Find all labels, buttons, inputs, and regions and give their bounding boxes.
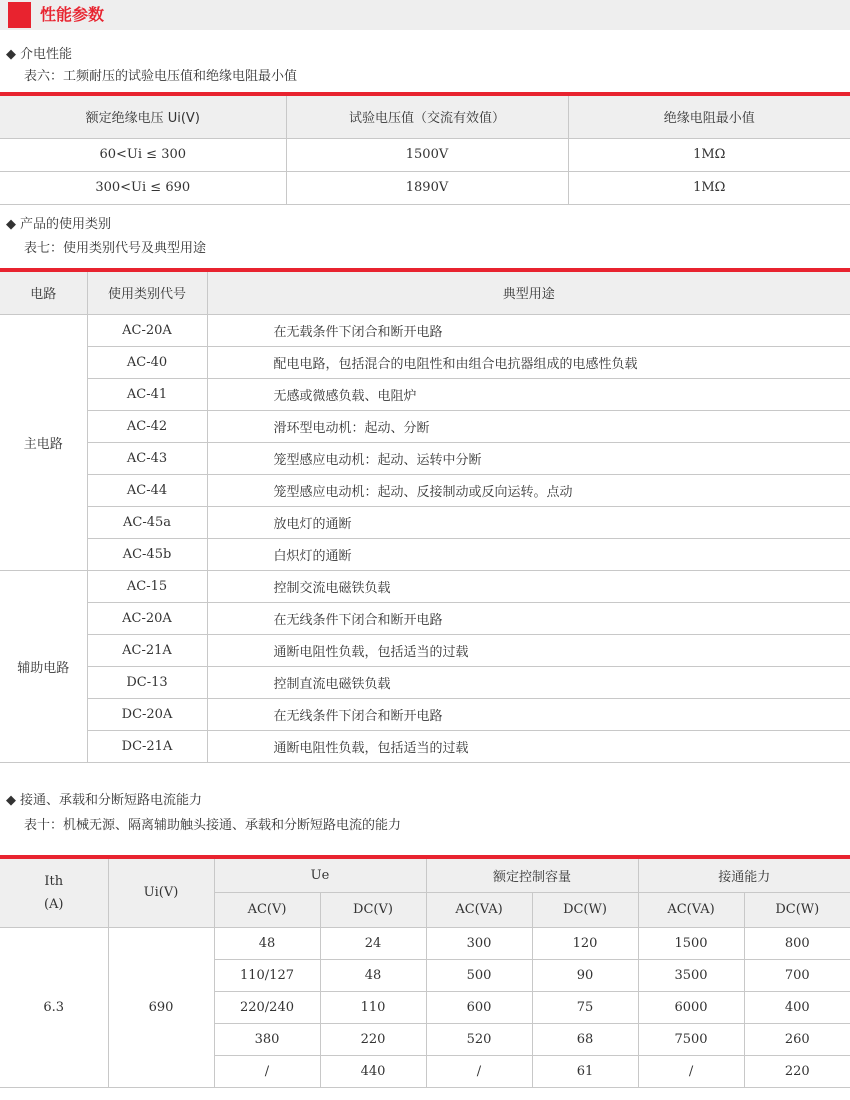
- category-code: AC-40: [87, 346, 207, 378]
- table-row: [0, 410, 850, 442]
- table-header-row: [0, 94, 850, 138]
- table-cell: 68: [532, 1023, 638, 1055]
- table-cell: 380: [214, 1023, 320, 1055]
- table-cell: 110: [320, 991, 426, 1023]
- table10-caption: 表十：机械无源、隔离辅助触头接通、承载和分断短路电流的能力: [24, 818, 402, 833]
- table-cell: 1MΩ: [568, 171, 850, 204]
- column-header: 使用类别代号: [87, 270, 207, 314]
- table-cell: 300<Ui ≤ 690: [0, 171, 286, 204]
- section-title-capacity: ◆ 接通、承载和分断短路电流能力: [6, 793, 203, 808]
- page-title: 性能参数: [40, 5, 105, 24]
- column-header-ith: Ith (A): [0, 857, 108, 927]
- table-cell: 220: [744, 1055, 850, 1087]
- category-code: AC-15: [87, 570, 207, 602]
- column-subheader: AC(V): [214, 892, 320, 927]
- diamond-bullet-icon: ◆: [6, 47, 16, 62]
- column-header: 试验电压值（交流有效值）: [286, 94, 568, 138]
- category-code: AC-41: [87, 378, 207, 410]
- category-code: AC-20A: [87, 602, 207, 634]
- table-cell: 90: [532, 959, 638, 991]
- table-cell: 75: [532, 991, 638, 1023]
- column-subheader: DC(V): [320, 892, 426, 927]
- table-cell: 300: [426, 927, 532, 959]
- table-cell: 60<Ui ≤ 300: [0, 138, 286, 171]
- table-cell: 120: [532, 927, 638, 959]
- column-header-ui: Ui(V): [108, 857, 214, 927]
- column-header: 典型用途: [207, 270, 850, 314]
- ith-value: 6.3: [0, 927, 108, 1087]
- typical-use: 在无线条件下闭合和断开电路: [207, 602, 850, 634]
- column-subheader: AC(VA): [638, 892, 744, 927]
- table-header-row: [0, 857, 850, 892]
- column-header-rated-capacity: 额定控制容量: [426, 857, 638, 892]
- column-header-ue: Ue: [214, 857, 426, 892]
- table-row: [0, 346, 850, 378]
- table-cell: 440: [320, 1055, 426, 1087]
- table-cell: 800: [744, 927, 850, 959]
- category-code: AC-43: [87, 442, 207, 474]
- table-cell: /: [214, 1055, 320, 1087]
- table-row: [0, 730, 850, 762]
- table-row: [0, 538, 850, 570]
- table-cell: 1500: [638, 927, 744, 959]
- category-code: AC-20A: [87, 314, 207, 346]
- column-header: 额定绝缘电压 Ui(V): [0, 94, 286, 138]
- table-cell: 220: [320, 1023, 426, 1055]
- category-code: AC-45b: [87, 538, 207, 570]
- typical-use: 通断电阻性负载，包括适当的过载: [207, 634, 850, 666]
- table-row: [0, 378, 850, 410]
- column-header-making-capacity: 接通能力: [638, 857, 850, 892]
- typical-use: 控制交流电磁铁负载: [207, 570, 850, 602]
- table-cell: 1MΩ: [568, 138, 850, 171]
- circuit-group-auxiliary: 辅助电路: [0, 570, 87, 762]
- table-cell: 48: [214, 927, 320, 959]
- typical-use: 配电电路，包括混合的电阻性和由组合电抗器组成的电感性负载: [207, 346, 850, 378]
- category-code: DC-20A: [87, 698, 207, 730]
- table-row: [0, 666, 850, 698]
- category-code: AC-44: [87, 474, 207, 506]
- section-title-dielectric: ◆ 介电性能: [6, 47, 73, 62]
- table6-caption: 表六：工频耐压的试验电压值和绝缘电阻最小值: [24, 69, 298, 84]
- table-cell: 500: [426, 959, 532, 991]
- table-cell: /: [426, 1055, 532, 1087]
- typical-use: 无感或微感负载、电阻炉: [207, 378, 850, 410]
- table-row: [0, 634, 850, 666]
- diamond-bullet-icon: ◆: [6, 793, 16, 808]
- table-cell: 1500V: [286, 138, 568, 171]
- table-usage-categories: [0, 268, 850, 763]
- header-accent-block: [8, 2, 31, 28]
- column-header: 绝缘电阻最小值: [568, 94, 850, 138]
- table-cell: 110/127: [214, 959, 320, 991]
- table-row: [0, 927, 850, 959]
- table-row: [0, 570, 850, 602]
- diamond-bullet-icon: ◆: [6, 217, 16, 232]
- column-subheader: DC(W): [532, 892, 638, 927]
- table-row: [0, 314, 850, 346]
- category-code: AC-42: [87, 410, 207, 442]
- table-short-circuit-capacity: [0, 855, 850, 1088]
- category-code: AC-21A: [87, 634, 207, 666]
- typical-use: 在无载条件下闭合和断开电路: [207, 314, 850, 346]
- table-dielectric: [0, 92, 850, 205]
- table-row: [0, 602, 850, 634]
- typical-use: 笼型感应电动机：起动、反接制动或反向运转。点动: [207, 474, 850, 506]
- table-cell: 7500: [638, 1023, 744, 1055]
- table-cell: 6000: [638, 991, 744, 1023]
- table-cell: 700: [744, 959, 850, 991]
- table-cell: 220/240: [214, 991, 320, 1023]
- category-code: DC-21A: [87, 730, 207, 762]
- typical-use: 放电灯的通断: [207, 506, 850, 538]
- circuit-group-main: 主电路: [0, 314, 87, 570]
- table7-caption: 表七：使用类别代号及典型用途: [24, 241, 207, 256]
- table-header-row: [0, 270, 850, 314]
- table-cell: 3500: [638, 959, 744, 991]
- typical-use: 滑环型电动机：起动、分断: [207, 410, 850, 442]
- table-row: [0, 506, 850, 538]
- typical-use: 白炽灯的通断: [207, 538, 850, 570]
- table-row: [0, 171, 850, 204]
- table-row: [0, 698, 850, 730]
- section-title-usage: ◆ 产品的使用类别: [6, 217, 112, 232]
- table-row: [0, 474, 850, 506]
- table-cell: 61: [532, 1055, 638, 1087]
- category-code: DC-13: [87, 666, 207, 698]
- table-cell: 600: [426, 991, 532, 1023]
- table-cell: 400: [744, 991, 850, 1023]
- typical-use: 在无线条件下闭合和断开电路: [207, 698, 850, 730]
- table-cell: 1890V: [286, 171, 568, 204]
- section-header-bar: [0, 0, 850, 30]
- table-cell: 24: [320, 927, 426, 959]
- typical-use: 通断电阻性负载，包括适当的过载: [207, 730, 850, 762]
- table-cell: 260: [744, 1023, 850, 1055]
- column-header: 电路: [0, 270, 87, 314]
- ui-value: 690: [108, 927, 214, 1087]
- column-subheader: AC(VA): [426, 892, 532, 927]
- table-row: [0, 138, 850, 171]
- category-code: AC-45a: [87, 506, 207, 538]
- table-cell: 520: [426, 1023, 532, 1055]
- table-row: [0, 442, 850, 474]
- typical-use: 控制直流电磁铁负载: [207, 666, 850, 698]
- table-cell: /: [638, 1055, 744, 1087]
- typical-use: 笼型感应电动机：起动、运转中分断: [207, 442, 850, 474]
- column-subheader: DC(W): [744, 892, 850, 927]
- table-cell: 48: [320, 959, 426, 991]
